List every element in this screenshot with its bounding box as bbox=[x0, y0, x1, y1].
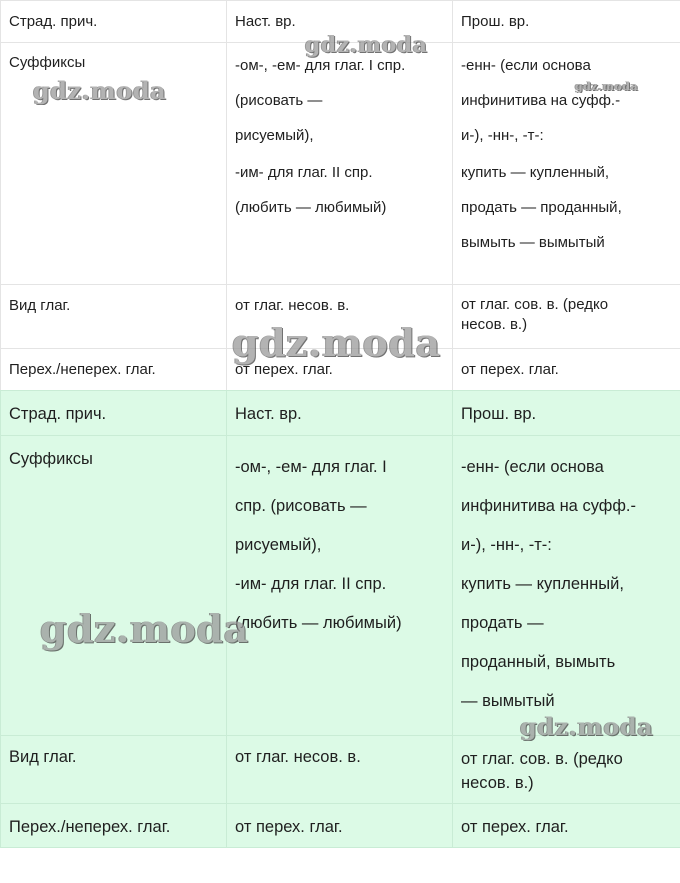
header-cell-participle: Страд. прич. bbox=[1, 1, 227, 43]
table-header-row bbox=[1, 391, 680, 436]
aspect-present: от глаг. несов. в. bbox=[227, 285, 453, 349]
participle-table-top bbox=[0, 0, 680, 391]
text-line: несов. в.) bbox=[461, 774, 534, 792]
text-line: рисуемый), bbox=[235, 127, 314, 144]
text-line: -ом-, -ем- для глаг. I bbox=[235, 458, 387, 476]
watermark: gdz.moda bbox=[40, 606, 249, 651]
text-line: — вымытый bbox=[461, 692, 555, 710]
header-cell-present: Наст. вр. bbox=[227, 391, 453, 436]
table-row-suffixes bbox=[1, 43, 680, 285]
table-row-aspect bbox=[1, 736, 680, 804]
header-cell-present: Наст. вр. bbox=[227, 1, 453, 43]
transitivity-label: Перех./неперех. глаг. bbox=[1, 804, 227, 848]
table-row-aspect bbox=[1, 285, 680, 349]
text-line: рисуемый), bbox=[235, 536, 322, 554]
text-line: инфинитива на суфф.- bbox=[461, 497, 636, 515]
header-cell-past: Прош. вр. bbox=[453, 391, 680, 436]
text-line: -им- для глаг. II спр. bbox=[235, 575, 387, 593]
present-suffix-cell bbox=[227, 43, 453, 285]
text-line: спр. (рисовать — bbox=[235, 497, 367, 515]
transitivity-present: от перех. глаг. bbox=[227, 804, 453, 848]
present-suffix-cell bbox=[227, 436, 453, 736]
participle-table-bottom bbox=[0, 390, 680, 848]
past-suffix-cell bbox=[453, 436, 680, 736]
table-row-transitivity bbox=[1, 349, 680, 391]
text-line: (любить — любимый) bbox=[235, 199, 387, 216]
table-header-row bbox=[1, 1, 680, 43]
text-line: продать — bbox=[461, 614, 544, 632]
watermark: gdz.moda bbox=[305, 32, 428, 58]
table-row-transitivity bbox=[1, 804, 680, 848]
watermark: gdz.moda bbox=[575, 80, 639, 93]
text-line: -ом-, -ем- для глаг. I спр. bbox=[235, 57, 406, 74]
watermark: gdz.moda bbox=[232, 320, 441, 365]
watermark: gdz.moda bbox=[520, 712, 654, 741]
text-line: проданный, вымыть bbox=[461, 653, 616, 671]
text-line: -енн- (если основа bbox=[461, 458, 604, 476]
text-line: и-), -нн-, -т-: bbox=[461, 536, 552, 554]
text-line: -енн- (если основа bbox=[461, 57, 591, 74]
text-line: купить — купленный, bbox=[461, 164, 610, 181]
transitivity-past: от перех. глаг. bbox=[453, 804, 680, 848]
transitivity-past: от перех. глаг. bbox=[453, 349, 680, 391]
aspect-present: от глаг. несов. в. bbox=[227, 736, 453, 804]
text-line: от глаг. сов. в. (редко bbox=[461, 296, 609, 313]
text-line: (любить — любимый) bbox=[235, 614, 402, 632]
text-line: (рисовать — bbox=[235, 92, 323, 109]
text-line: от глаг. сов. в. (редко bbox=[461, 750, 623, 768]
text-line: вымыть — вымытый bbox=[461, 234, 605, 251]
text-line: -им- для глаг. II спр. bbox=[235, 164, 373, 181]
transitivity-present: от перех. глаг. bbox=[227, 349, 453, 391]
past-suffix-cell bbox=[453, 43, 680, 285]
aspect-past bbox=[453, 285, 680, 349]
aspect-label: Вид глаг. bbox=[1, 736, 227, 804]
suffix-label: Суффиксы bbox=[1, 43, 227, 285]
table-row-suffixes bbox=[1, 436, 680, 736]
text-line: купить — купленный, bbox=[461, 575, 624, 593]
aspect-past bbox=[453, 736, 680, 804]
header-cell-past: Прош. вр. bbox=[453, 1, 680, 43]
transitivity-label: Перех./неперех. глаг. bbox=[1, 349, 227, 391]
text-line: инфинитива на суфф.- bbox=[461, 92, 621, 109]
text-line: и-), -нн-, -т-: bbox=[461, 127, 544, 144]
aspect-label: Вид глаг. bbox=[1, 285, 227, 349]
text-line: несов. в.) bbox=[461, 316, 528, 333]
watermark: gdz.moda bbox=[33, 76, 167, 105]
suffix-label: Суффиксы bbox=[1, 436, 227, 736]
text-line: продать — проданный, bbox=[461, 199, 622, 216]
header-cell-participle: Страд. прич. bbox=[1, 391, 227, 436]
